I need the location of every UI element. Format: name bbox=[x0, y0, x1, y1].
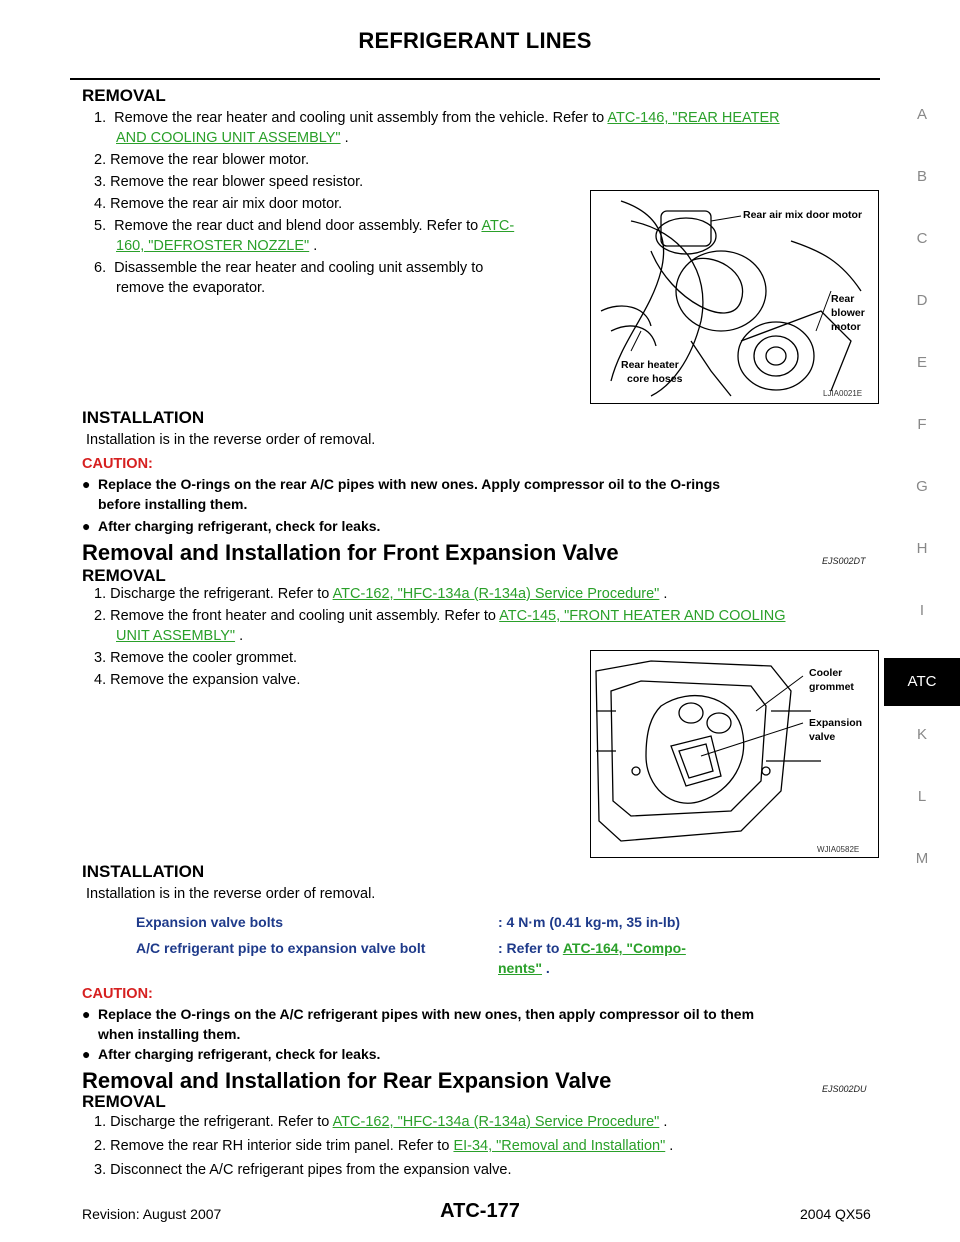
caution-bullet-1-2: ● After charging refrigerant, check for leaks. bbox=[82, 518, 381, 534]
figure-rear-unit bbox=[590, 190, 879, 404]
step-2-1: 1. Discharge the refrigerant. Refer to ATC-162, "HFC-134a (R-134a) Service Procedure" . bbox=[94, 586, 668, 602]
page-title: REFRIGERANT LINES bbox=[358, 28, 592, 53]
bullet-dot: ● bbox=[82, 1006, 91, 1022]
install-text-2: Installation is in the reverse order of removal. bbox=[86, 886, 376, 902]
index-tab-h[interactable]: H bbox=[916, 540, 928, 557]
installation-heading-2: INSTALLATION bbox=[82, 862, 205, 881]
removal-heading-1: REMOVAL bbox=[82, 86, 166, 105]
removal-heading-3: REMOVAL bbox=[82, 1092, 166, 1111]
index-tab-m[interactable]: M bbox=[915, 850, 929, 867]
label-cooler-grommet-2: grommet bbox=[809, 681, 854, 693]
link-atc-160[interactable]: ATC- bbox=[481, 218, 515, 234]
index-tab-i[interactable]: I bbox=[919, 602, 925, 619]
index-tab-k[interactable]: K bbox=[916, 726, 927, 743]
step-3-3: 3. Disconnect the A/C refrigerant pipes from the expansion valve. bbox=[94, 1162, 512, 1178]
label-cooler-grommet-1: Cooler bbox=[809, 667, 843, 679]
section-code-2: EJS002DT bbox=[822, 556, 866, 566]
label-rear-air-mix-door-motor: Rear air mix door motor bbox=[743, 209, 863, 221]
label-rear-blower-1: Rear bbox=[831, 293, 855, 305]
index-tab-a[interactable]: A bbox=[916, 106, 927, 123]
spec-value-pipe-bolt: : Refer to ATC-164, "Compo- bbox=[498, 940, 686, 956]
index-tab-d[interactable]: D bbox=[916, 292, 928, 309]
figure-code-1: LJIA0021E bbox=[823, 389, 863, 398]
spec-value-pipe-bolt-cont: nents" . bbox=[498, 960, 550, 976]
label-rear-blower-2: blower bbox=[831, 307, 865, 319]
section-code-3: EJS002DU bbox=[822, 1084, 867, 1094]
link-atc-162-b[interactable]: ATC-162, "HFC-134a (R-134a) Service Procedure" bbox=[332, 1114, 660, 1130]
label-rear-heater-core-hoses-2: core hoses bbox=[627, 373, 683, 385]
link-atc-146-cont[interactable]: AND COOLING UNIT ASSEMBLY" bbox=[116, 130, 341, 146]
index-tab-c[interactable]: C bbox=[916, 230, 928, 247]
link-atc-145-cont[interactable]: UNIT ASSEMBLY" bbox=[116, 628, 236, 644]
step-1-4: 4. Remove the rear air mix door motor. bbox=[94, 196, 343, 212]
spec-label-pipe-bolt: A/C refrigerant pipe to expansion valve bolt bbox=[136, 940, 426, 956]
link-atc-164[interactable]: ATC-164, "Compo- bbox=[562, 940, 686, 956]
step-2-3: 3. Remove the cooler grommet. bbox=[94, 650, 298, 666]
bullet-dot: ● bbox=[82, 476, 91, 492]
bullet-dot: ● bbox=[82, 1046, 91, 1062]
caution-bullet-2-2: ● After charging refrigerant, check for leaks. bbox=[82, 1046, 381, 1062]
step-3-1: 1. Discharge the refrigerant. Refer to ATC-162, "HFC-134a (R-134a) Service Procedure" . bbox=[94, 1114, 668, 1130]
link-atc-160-cont[interactable]: 160, "DEFROSTER NOZZLE" bbox=[116, 238, 310, 254]
index-tab-e[interactable]: E bbox=[916, 354, 927, 371]
section-title-front-expansion-valve: Removal and Installation for Front Expansion Valve bbox=[82, 540, 619, 565]
label-rear-blower-3: motor bbox=[831, 321, 861, 333]
index-tab-f[interactable]: F bbox=[917, 416, 927, 433]
caution-bullet-2-1: ● Replace the O-rings on the A/C refrigerant pipes with new ones, then apply compressor oil to them when installing them. bbox=[82, 1006, 755, 1042]
step-1-2: 2. Remove the rear blower motor. bbox=[94, 152, 310, 168]
caution-bullet-1-1: ● Replace the O-rings on the rear A/C pipes with new ones. Apply compressor oil to the O-rings before installing them. bbox=[82, 476, 721, 512]
step-2-2-cont: UNIT ASSEMBLY" . bbox=[116, 628, 244, 644]
link-atc-162[interactable]: ATC-162, "HFC-134a (R-134a) Service Procedure" bbox=[332, 586, 660, 602]
footer-model: 2004 QX56 bbox=[800, 1206, 871, 1222]
step-1-5-cont: 160, "DEFROSTER NOZZLE" . bbox=[116, 238, 318, 254]
label-expansion-valve-2: valve bbox=[809, 731, 836, 743]
label-rear-heater-core-hoses-1: Rear heater bbox=[621, 359, 679, 371]
step-1-1: 1. Remove the rear heater and cooling unit assembly from the vehicle. Refer to ATC-146, "REAR HEATER bbox=[94, 110, 780, 126]
installation-heading-1: INSTALLATION bbox=[82, 408, 205, 427]
removal-heading-2: REMOVAL bbox=[82, 566, 166, 585]
step-3-2: 2. Remove the rear RH interior side trim panel. Refer to EI-34, "Removal and Installation" . bbox=[94, 1138, 674, 1154]
step-2-4: 4. Remove the expansion valve. bbox=[94, 672, 301, 688]
section-index bbox=[884, 100, 960, 906]
install-text-1: Installation is in the reverse order of removal. bbox=[86, 432, 376, 448]
index-tab-l[interactable]: L bbox=[917, 788, 927, 805]
link-ei-34[interactable]: EI-34, "Removal and Installation" bbox=[453, 1138, 666, 1154]
link-atc-146[interactable]: ATC-146, "REAR HEATER bbox=[607, 110, 780, 126]
spec-label-expansion-valve-bolts: Expansion valve bolts bbox=[136, 914, 284, 930]
caution-label-2: CAUTION: bbox=[82, 986, 153, 1002]
index-tab-atc-active[interactable]: ATC bbox=[884, 658, 960, 706]
bullet-dot: ● bbox=[82, 518, 91, 534]
step-1-6: 6. Disassemble the rear heater and cooling unit assembly to bbox=[94, 260, 484, 276]
section-title-rear-expansion-valve: Removal and Installation for Rear Expansion Valve bbox=[82, 1068, 612, 1093]
header-rule bbox=[70, 78, 880, 80]
index-tab-g[interactable]: G bbox=[916, 478, 928, 495]
link-atc-145[interactable]: ATC-145, "FRONT HEATER AND COOLING bbox=[499, 608, 786, 624]
footer-page-number: ATC-177 bbox=[440, 1200, 520, 1222]
step-1-1-cont: AND COOLING UNIT ASSEMBLY" . bbox=[116, 130, 349, 146]
label-expansion-valve-1: Expansion bbox=[809, 717, 863, 729]
figure-front-expansion-valve bbox=[590, 650, 879, 858]
step-2-2: 2. Remove the front heater and cooling unit assembly. Refer to ATC-145, "FRONT HEATER AND COOLING bbox=[94, 608, 786, 624]
step-1-5: 5. Remove the rear duct and blend door assembly. Refer to ATC- bbox=[94, 218, 515, 234]
link-atc-164-cont[interactable]: nents" bbox=[498, 960, 542, 976]
step-1-3: 3. Remove the rear blower speed resistor. bbox=[94, 174, 364, 190]
figure-code-2: WJIA0582E bbox=[817, 845, 860, 854]
spec-value-expansion-valve-bolts: : 4 N·m (0.41 kg-m, 35 in-lb) bbox=[498, 914, 681, 930]
footer-revision: Revision: August 2007 bbox=[82, 1206, 222, 1222]
caution-label-1: CAUTION: bbox=[82, 456, 153, 472]
index-tab-b[interactable]: B bbox=[916, 168, 927, 185]
step-1-6-cont: remove the evaporator. bbox=[116, 280, 266, 296]
